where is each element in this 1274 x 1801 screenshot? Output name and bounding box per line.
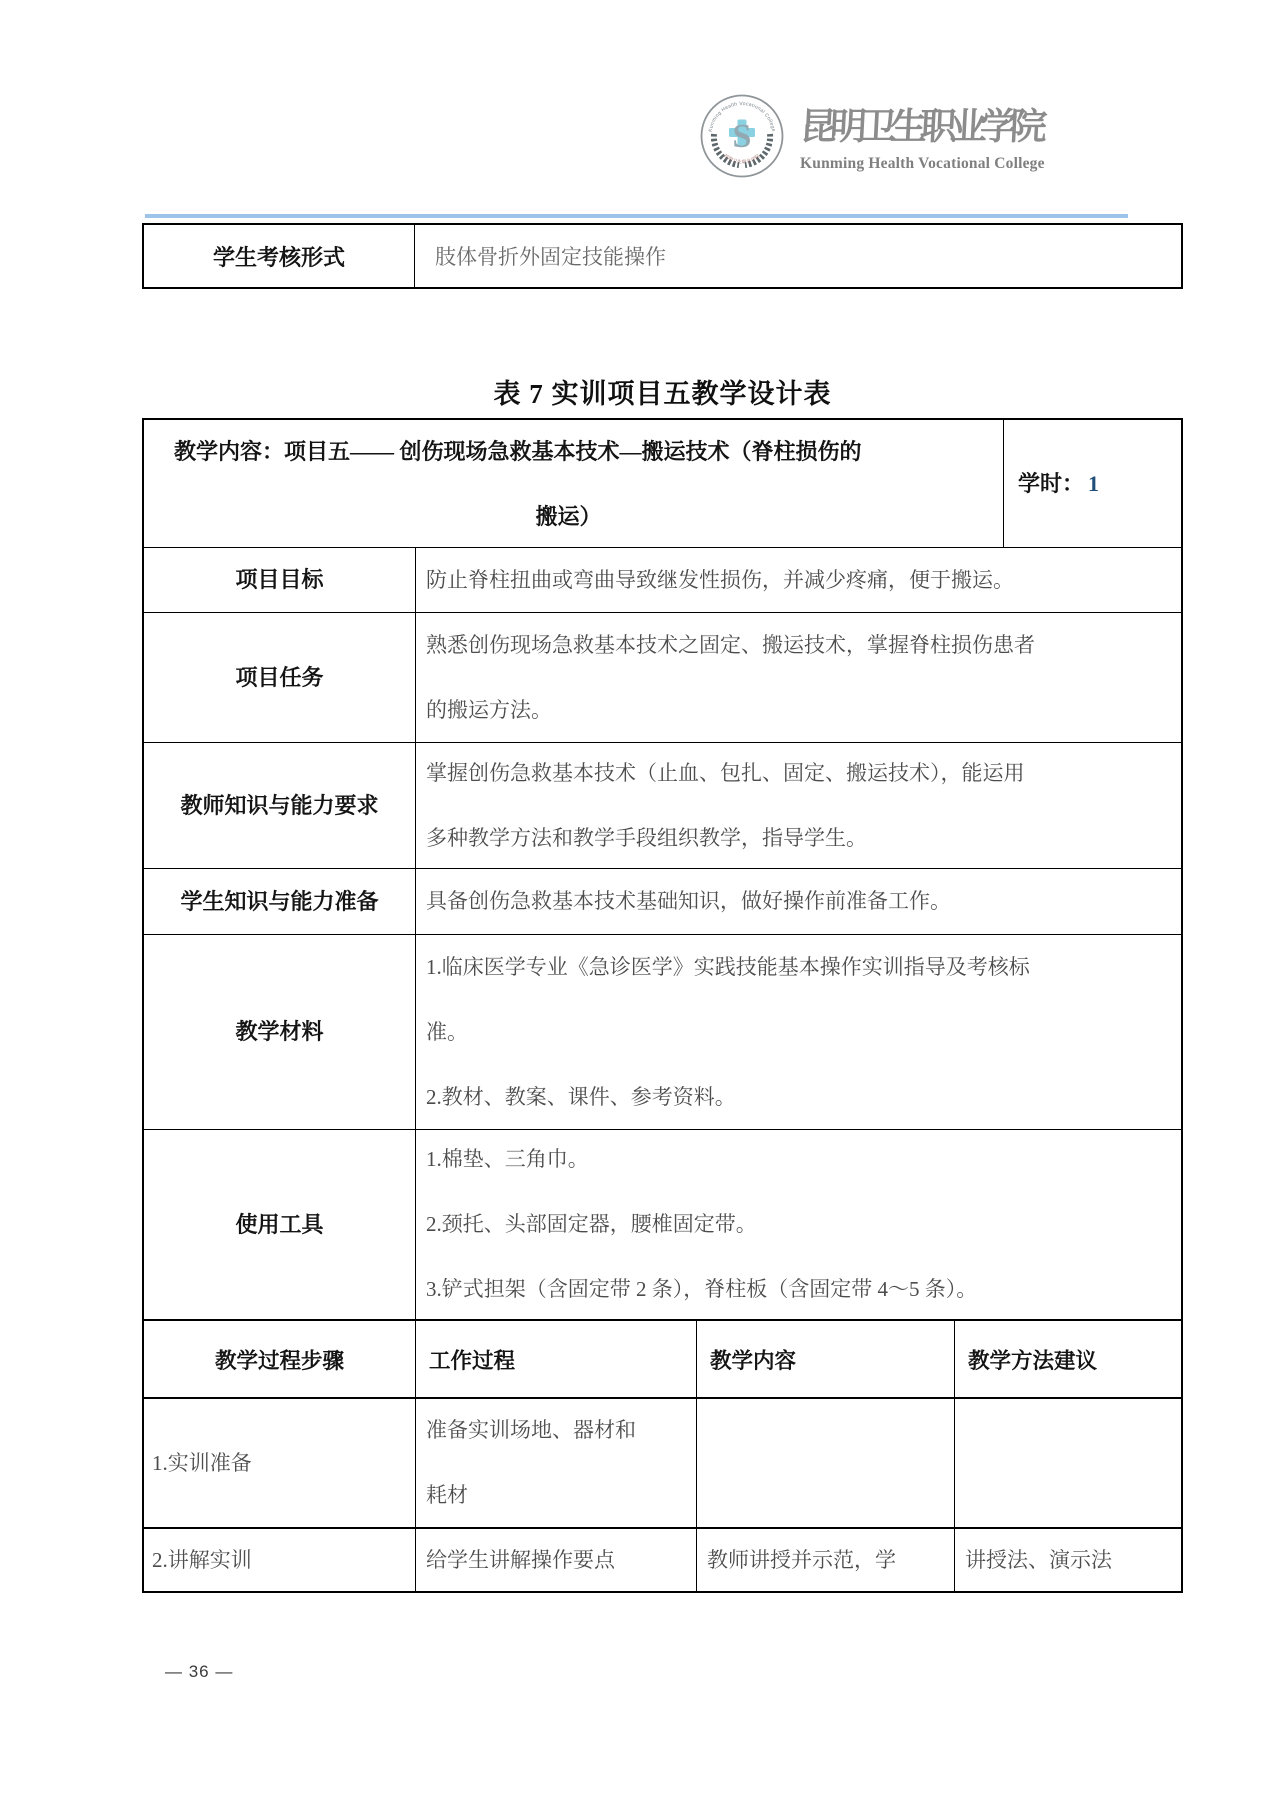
teaching-content-line2: 搬运） (535, 503, 602, 529)
table-row-student-preparation (144, 868, 1181, 934)
page-header (700, 94, 1045, 178)
content-line: 给学生讲解操作要点 (426, 1547, 615, 1572)
process-work (416, 1529, 697, 1591)
process-method (955, 1529, 1181, 1591)
process-content (697, 1399, 955, 1527)
content-line: 准备实训场地、器材和 (426, 1418, 636, 1442)
process-header-content: 教学内容 (697, 1321, 955, 1397)
table-row-materials (144, 934, 1181, 1129)
row-label: 使用工具 (144, 1130, 416, 1319)
college-name-block (800, 100, 1045, 173)
content-line: 讲授法、演示法 (965, 1547, 1112, 1572)
process-step (144, 1529, 416, 1591)
process-step-label: 2.讲解实训 (152, 1548, 252, 1572)
content-line: 熟悉创伤现场急救基本技术之固定、搬运技术，掌握脊柱损伤患者 (426, 632, 1035, 657)
table-row-task (144, 612, 1181, 742)
content-line: 耗材 (426, 1483, 468, 1507)
process-row-1 (144, 1397, 1181, 1527)
row-content (416, 613, 1181, 742)
row-label: 学生知识与能力准备 (144, 869, 416, 934)
content-line: 的搬运方法。 (426, 697, 552, 722)
row-content (416, 548, 1181, 612)
teaching-content-cell (144, 420, 1004, 547)
assessment-table (142, 223, 1183, 289)
content-line: 1.棉垫、三角巾。 (426, 1147, 589, 1171)
process-header-row (144, 1319, 1181, 1397)
content-line: 掌握创伤急救基本技术（止血、包扎、固定、搬运技术），能运用 (426, 760, 1025, 785)
hours-text (1018, 469, 1181, 499)
row-label: 教学材料 (144, 935, 416, 1129)
content-line: 3.铲式担架（含固定带 2 条），脊柱板（含固定带 4～5 条）。 (426, 1277, 978, 1301)
process-header-method: 教学方法建议 (968, 1348, 1098, 1373)
teaching-content-line1: 教学内容：项目五—— 创伤现场急救基本技术—搬运技术（脊柱损伤的 (174, 438, 862, 464)
table-title: 表 7 实训项目五教学设计表 (493, 379, 832, 409)
content-line: 多种教学方法和教学手段组织教学，指导学生。 (426, 825, 867, 850)
seal-ring-text-top: Kunming Health Vocational College (707, 100, 777, 133)
college-name-english: Kunming Health Vocational College (800, 154, 1045, 172)
hours-label: 学时： (1018, 470, 1085, 496)
teaching-content-row (144, 420, 1181, 547)
process-method (955, 1399, 1181, 1527)
process-work (416, 1399, 697, 1527)
content-line: 1.临床医学专业《急诊医学》实践技能基本操作实训指导及考核标 (426, 954, 1030, 979)
row-label: 教师知识与能力要求 (144, 743, 416, 868)
row-label: 项目任务 (144, 613, 416, 742)
process-header-steps: 教学过程步骤 (144, 1321, 416, 1397)
process-content (697, 1529, 955, 1591)
table-row-goal (144, 547, 1181, 612)
design-table (142, 418, 1183, 1593)
process-row-2 (144, 1527, 1181, 1591)
page-number: — 36 — (165, 1662, 234, 1681)
content-line: 2.教材、教案、课件、参考资料。 (426, 1084, 736, 1109)
seal-dragon-s: S (732, 118, 752, 155)
college-name-calligraphy: 昆明卫生职业学院 (798, 103, 1042, 148)
row-label: 项目目标 (144, 548, 416, 612)
process-step-label: 1.实训准备 (152, 1451, 252, 1475)
process-header-work: 工作过程 (416, 1321, 697, 1397)
hours-value: 1 (1088, 470, 1100, 496)
row-content (416, 1130, 1181, 1319)
row-content (416, 869, 1181, 934)
row-content (416, 935, 1181, 1129)
seal-ring-text-bottom: 昆明卫生职业学院 (723, 153, 761, 165)
content-line: 防止脊柱扭曲或弯曲导致继发性损伤，并减少疼痛，便于搬运。 (426, 567, 1014, 592)
content-line: 教师讲授并示范，学 (707, 1547, 896, 1572)
content-line: 具备创伤急救基本技术基础知识，做好操作前准备工作。 (426, 889, 951, 913)
hours-cell (1004, 420, 1181, 547)
content-line: 2.颈托、头部固定器，腰椎固定带。 (426, 1212, 757, 1236)
table-row-tools (144, 1129, 1181, 1319)
college-seal-logo (700, 94, 784, 178)
assessment-value: 肢体骨折外固定技能操作 (435, 245, 666, 269)
process-step (144, 1399, 416, 1527)
table-row-teacher-requirements (144, 742, 1181, 868)
content-line: 准。 (426, 1019, 468, 1044)
row-content (416, 743, 1181, 868)
assessment-label: 学生考核形式 (144, 225, 415, 287)
header-divider-rule (145, 214, 1128, 218)
